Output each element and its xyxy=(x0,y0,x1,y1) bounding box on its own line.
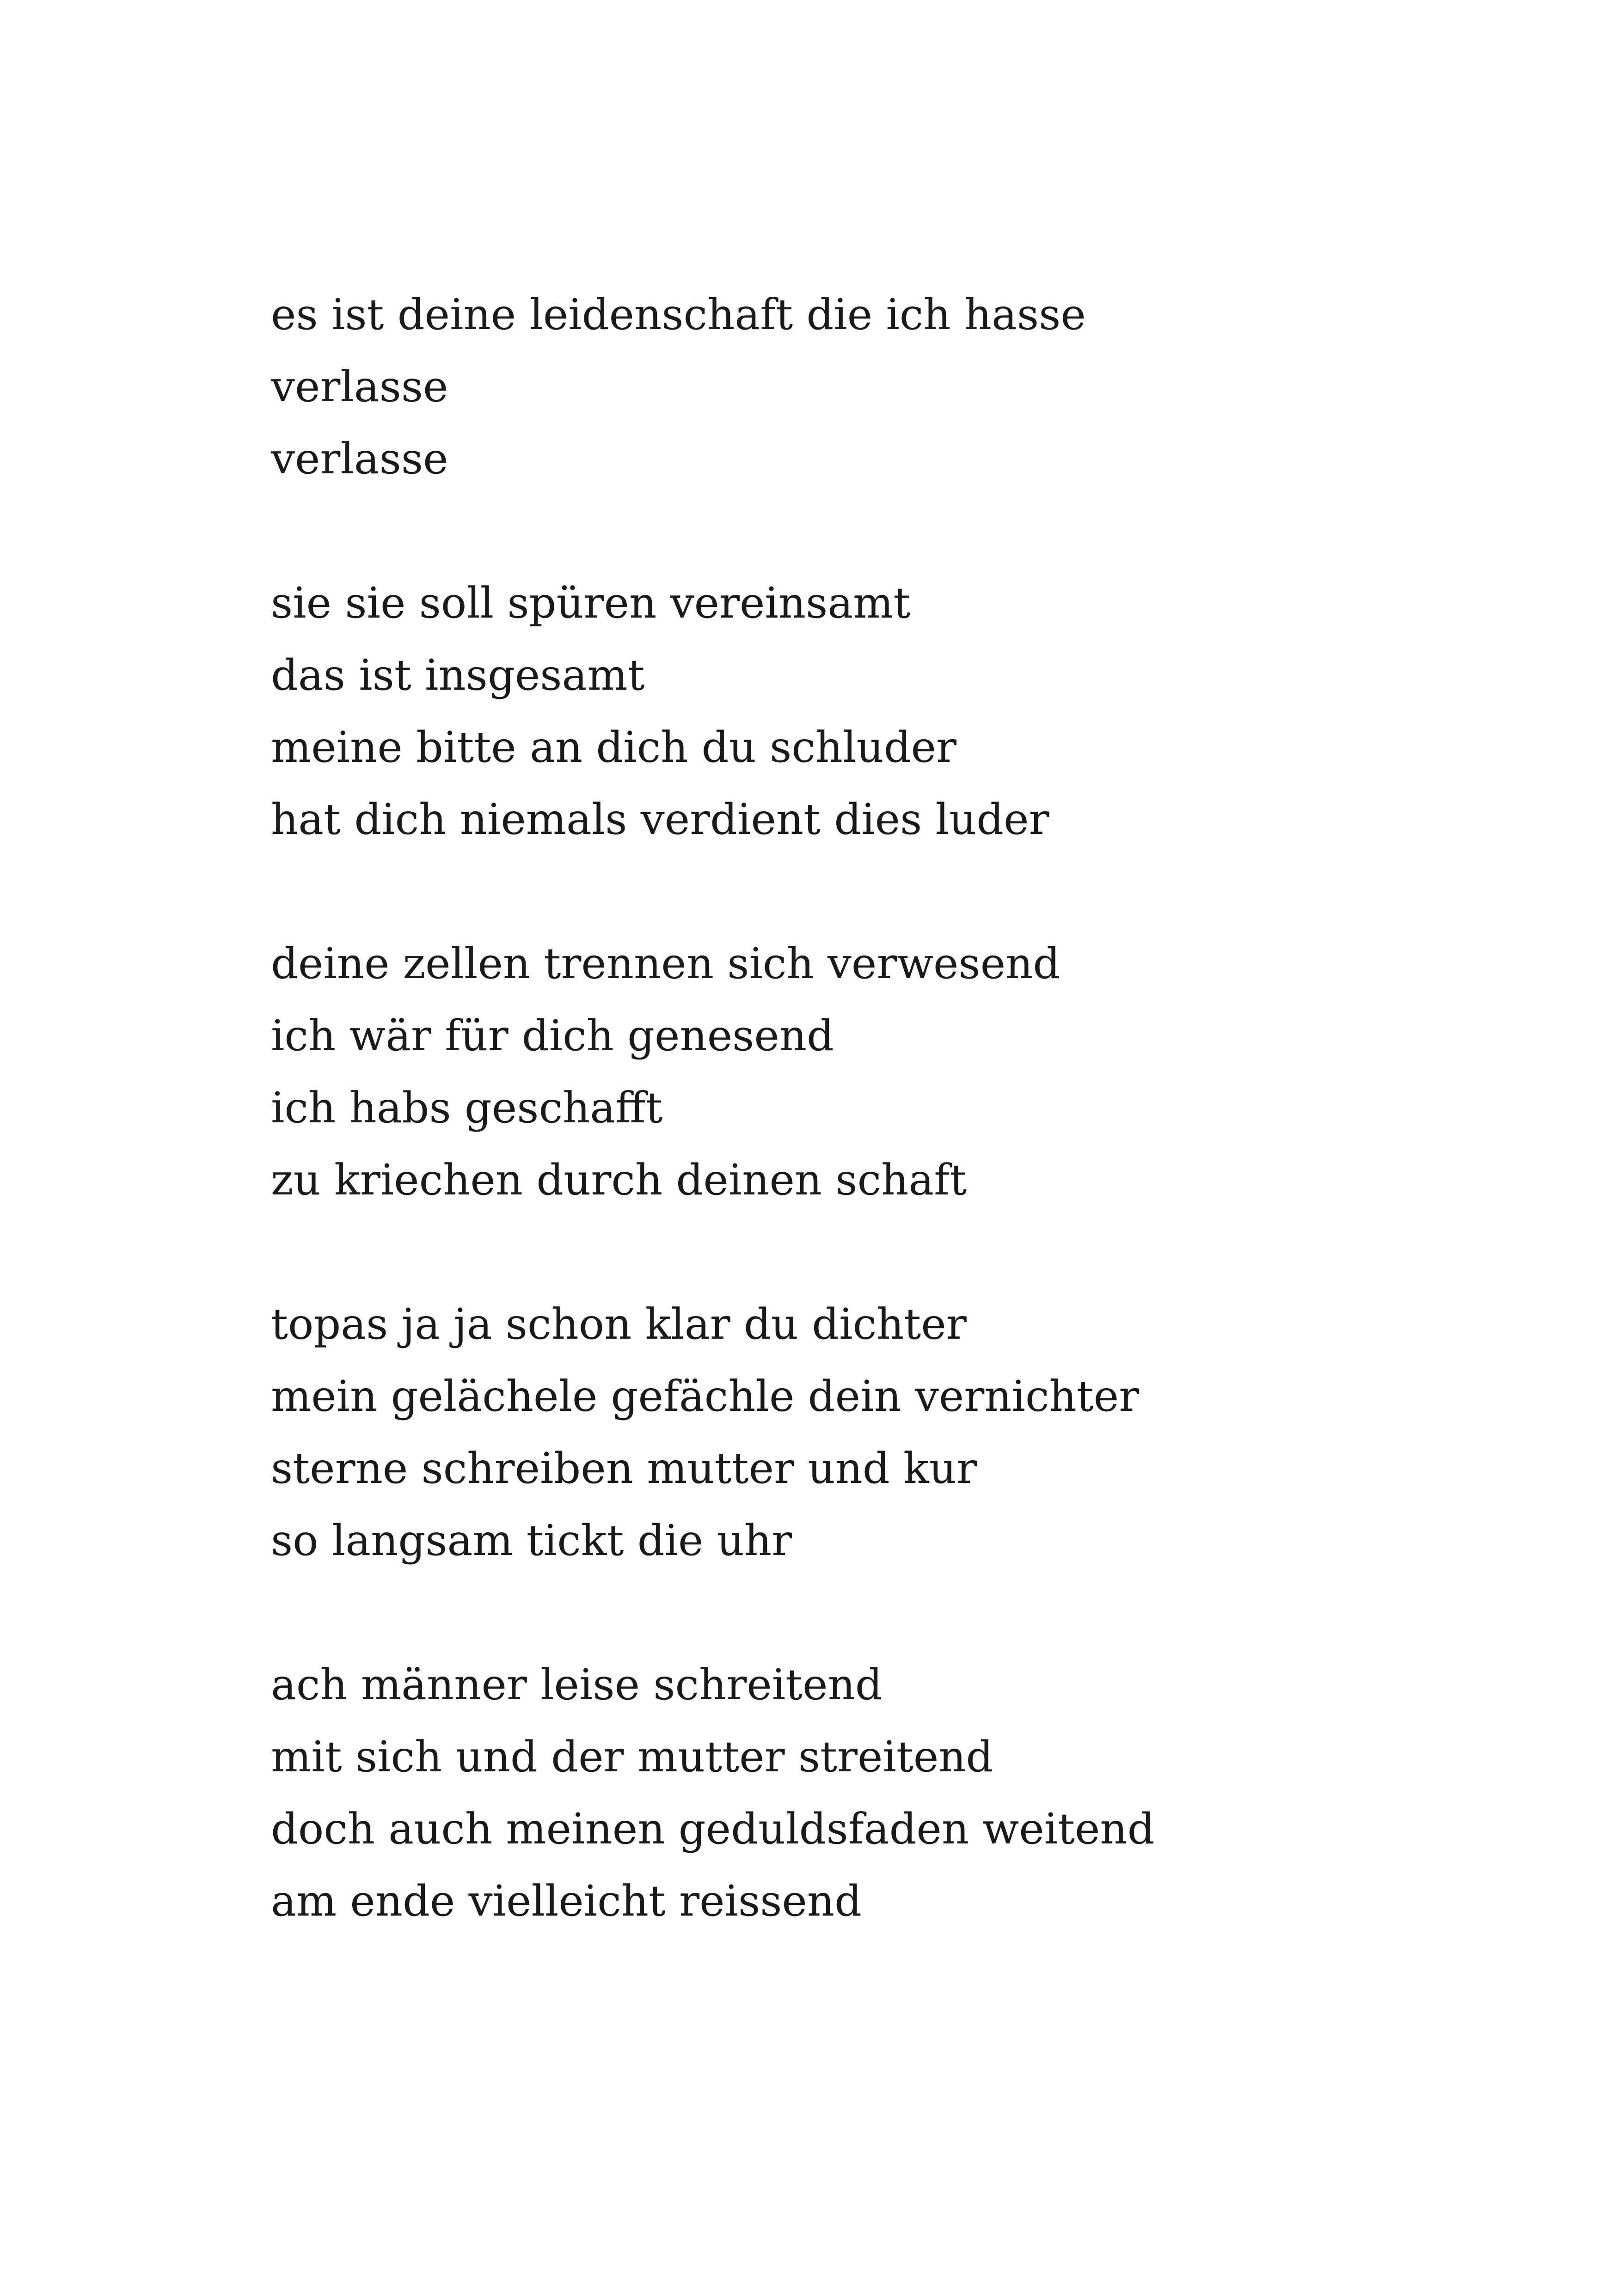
poem-body xyxy=(271,279,1565,1937)
poem-line: ich wär für dich genesend xyxy=(271,1011,834,1060)
stanza-4 xyxy=(271,1288,1565,1577)
poem-line: sie sie soll spüren vereinsamt xyxy=(271,578,911,628)
poem-line: ich habs geschafft xyxy=(271,1083,663,1133)
poem-line: verlasse xyxy=(271,362,448,411)
stanza-3 xyxy=(271,928,1565,1216)
poem-line: so langsam tickt die uhr xyxy=(271,1516,792,1565)
poem-line: sterne schreiben mutter und kur xyxy=(271,1444,977,1493)
poem-line: doch auch meinen geduldsfaden weitend xyxy=(271,1804,1155,1854)
poem-line: am ende vielleicht reissend xyxy=(271,1876,862,1926)
poem-line: meine bitte an dich du schluder xyxy=(271,722,957,772)
poem-line: mit sich und der mutter streitend xyxy=(271,1732,993,1782)
poem-line: deine zellen trennen sich verwesend xyxy=(271,939,1060,988)
poem-line: ach männer leise schreitend xyxy=(271,1660,883,1709)
poem-line: topas ja ja schon klar du dichter xyxy=(271,1299,967,1349)
poem-line: es ist deine leidenschaft die ich hasse xyxy=(271,290,1086,339)
poem-line: hat dich niemals verdient dies luder xyxy=(271,795,1049,844)
poem-line: mein gelächele gefächle dein vernichter xyxy=(271,1371,1140,1421)
stanza-1 xyxy=(271,279,1565,495)
poem-line: das ist insgesamt xyxy=(271,650,645,700)
poem-line: zu kriechen durch deinen schaft xyxy=(271,1155,967,1205)
stanza-5 xyxy=(271,1649,1565,1937)
poem-line: verlasse xyxy=(271,434,448,484)
stanza-2 xyxy=(271,567,1565,856)
